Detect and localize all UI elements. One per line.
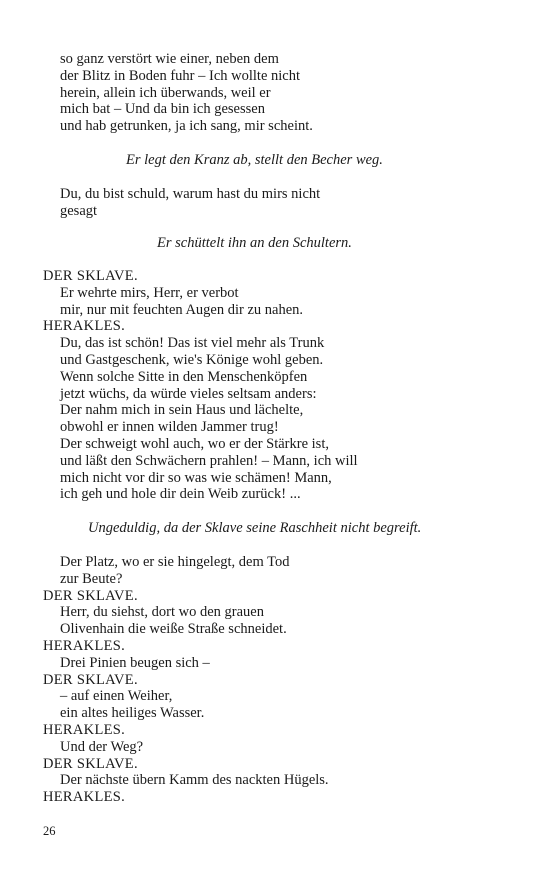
verse-line: ein altes heiliges Wasser.: [60, 705, 205, 722]
verse-line: zur Beute?: [60, 570, 123, 587]
verse-line: der Blitz in Boden fuhr – Ich wollte nicht: [60, 67, 301, 84]
stage-direction: Er schüttelt ihn an den Schultern.: [157, 235, 352, 251]
page-number: 26: [43, 824, 56, 838]
verse-line: Er wehrte mirs, Herr, er verbot: [60, 284, 239, 301]
verse-line: und hab getrunken, ja ich sang, mir scheint.: [60, 118, 313, 135]
verse-line: jetzt wüchs, da würde vieles seltsam anders:: [60, 385, 317, 402]
verse-line: Olivenhain die weiße Straße schneidet.: [60, 621, 287, 638]
speaker-name: DER SKLAVE.: [43, 268, 138, 284]
speaker-name: HERAKLES.: [43, 789, 126, 806]
verse-line: ich geh und hole dir dein Weib zurück! ...: [60, 486, 301, 503]
speaker-name: DER SKLAVE.: [43, 755, 138, 772]
verse-line: mir, nur mit feuchten Augen dir zu nahen.: [60, 301, 304, 318]
verse-line: mich nicht vor dir so was wie schämen! Mann,: [60, 469, 332, 486]
verse-line: Und der Weg?: [60, 738, 144, 755]
verse-line: Wenn solche Sitte in den Menschenköpfen: [60, 368, 308, 385]
verse-line: – auf einen Weiher,: [60, 688, 173, 705]
verse-line: und läßt den Schwächern prahlen! – Mann, ich will: [60, 452, 358, 469]
verse-line: Der Platz, wo er sie hingelegt, dem Tod: [60, 554, 290, 570]
verse-line: obwohl er innen wilden Jammer trug!: [60, 419, 279, 436]
verse-line: Drei Pinien beugen sich –: [60, 654, 210, 671]
verse-line: Der schweigt wohl auch, wo er der Stärkre ist,: [60, 436, 329, 452]
stage-direction: Er legt den Kranz ab, stellt den Becher weg.: [126, 152, 383, 168]
stage-direction: Ungeduldig, da der Sklave seine Raschheit nicht begreift.: [88, 520, 422, 536]
verse-line: gesagt: [60, 202, 98, 219]
speaker-name: DER SKLAVE.: [43, 587, 138, 604]
verse-line: Du, du bist schuld, warum hast du mirs nicht: [60, 186, 321, 202]
verse-line: Der nahm mich in sein Haus und lächelte,: [60, 402, 304, 419]
verse-line: Du, das ist schön! Das ist viel mehr als Trunk: [60, 335, 325, 352]
speaker-name: HERAKLES.: [43, 638, 126, 654]
verse-line: Der nächste übern Kamm des nackten Hügels.: [60, 772, 329, 789]
speaker-name: HERAKLES.: [43, 722, 126, 738]
verse-line: so ganz verstört wie einer, neben dem: [60, 51, 279, 67]
speaker-name: HERAKLES.: [43, 318, 126, 335]
verse-line: und Gastgeschenk, wie's Könige wohl geben.: [60, 352, 324, 368]
verse-line: herein, allein ich überwands, weil er: [60, 84, 271, 101]
verse-line: mich bat – Und da bin ich gesessen: [60, 101, 265, 118]
verse-line: Herr, du siehst, dort wo den grauen: [60, 604, 264, 621]
speaker-name: DER SKLAVE.: [43, 671, 138, 688]
